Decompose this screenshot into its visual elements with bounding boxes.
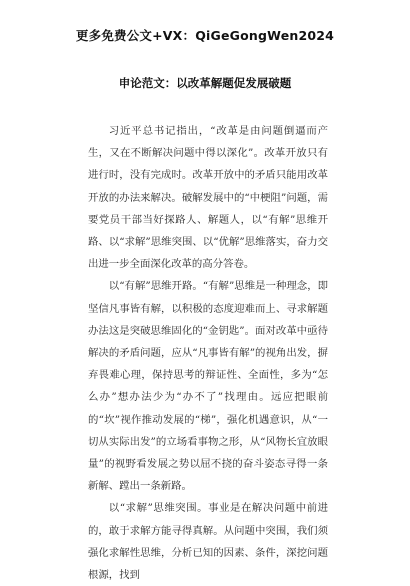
- paragraph-3: 以“求解”思维突围。事业是在解决问题中前进的，敢于求解方能寻得真解。从问题中突围，我们须强化求解性思维，分析已知的因素、条件，深挖问题根源，找到: [88, 502, 328, 582]
- promo-header: 更多免费公文+VX：QiGeGongWen2024: [75, 28, 335, 43]
- paragraph-2: 以“有解”思维开路。“有解”思维是一种理念，即坚信凡事皆有解，以积极的态度迎难而上、寻求解题办法这是突破思维固化的“金钥匙”。面对改革中亟待解决的矛盾问题，应从“凡事皆有解”的视角出发，摒弃畏难心理，保持思考的辩证性、全面性，多为“怎么办”想办法少为“办不了”找理由。远应把眼前的“坎”视作推动发展的“梯”，强化机遇意识，从“一切从实际出发”的立场看事物之形，从“风物长宜放眼量”的视野看发展之势以屈不挠的奋斗姿态寻得一条新解、蹚出一条新路。: [88, 280, 328, 493]
- article-title: 申论范文：以改革解题促发展破题: [118, 76, 292, 90]
- article-body: [88, 120, 328, 586]
- paragraph-1: 习近平总书记指出，“改革是由问题倒逼而产生，又在不断解决问题中得以深化”。改革开放只有进行时，没有完成时。改革开放中的矛盾只能用改革开放的办法来解决。破解发展中的“中梗阻”问题，需要党员干部当好探路人、解题人，以“有解”思维开路、以“求解”思维突围、以“优解”思维落实，奋力交出进一步全面深化改革的高分答卷。: [88, 125, 328, 271]
